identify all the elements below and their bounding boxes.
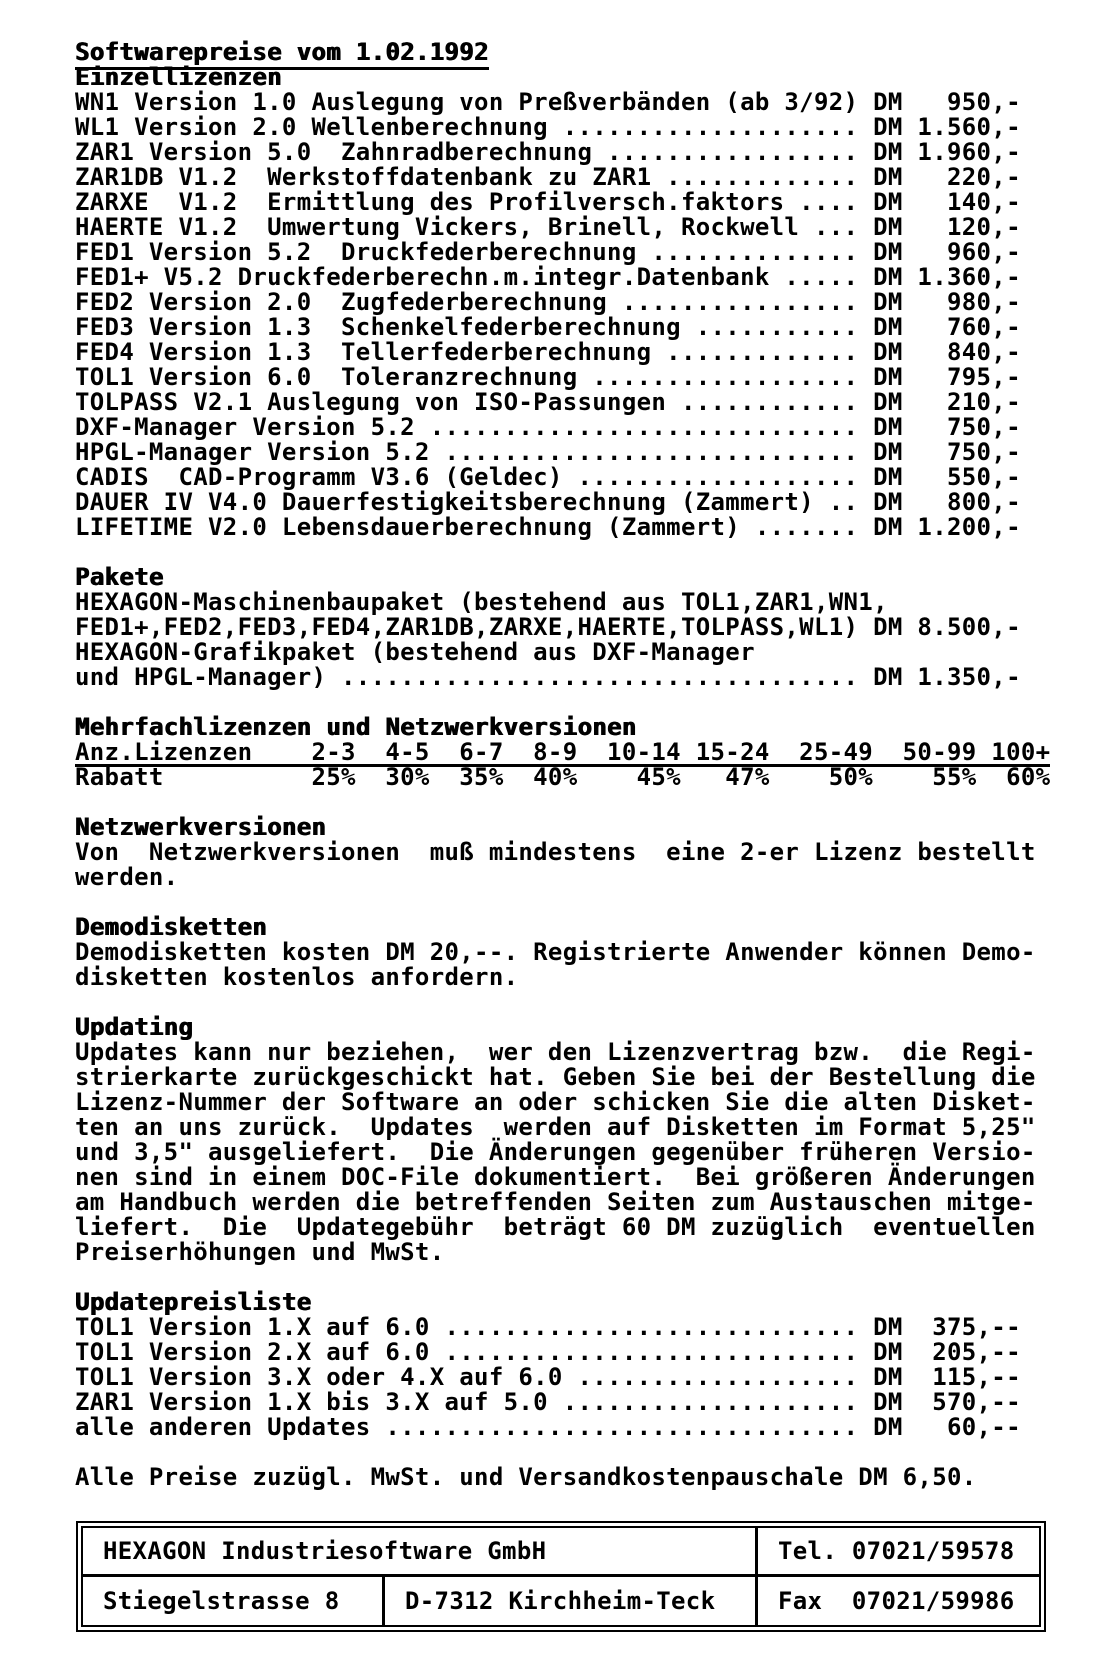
text-line: HEXAGON-Grafikpaket (bestehend aus DXF-Manager (75, 638, 755, 666)
section-heading-updatepreisliste: Updatepreisliste (75, 1288, 312, 1316)
price-line: LIFETIME V2.0 Lebensdauerberechnung (Zammert) ....... DM 1.200,- (75, 513, 1021, 541)
page-title: Softwarepreise vom 1.02.1992 (75, 40, 1112, 65)
price-line: WN1 Version 1.0 Auslegung von Preßverbänden (ab 3/92) DM 950,- (75, 88, 1021, 116)
text-line: am Handbuch werden die betreffenden Seiten zum Austauschen mitge- (75, 1188, 1036, 1216)
text-line: disketten kostenlos anfordern. (75, 963, 519, 991)
price-line: FED3 Version 1.3 Schenkelfederberechnung ........... DM 760,- (75, 313, 1021, 341)
einzellizenzen-price-list (75, 90, 1112, 540)
company-fax: Fax 07021/59986 (778, 1586, 1015, 1615)
price-line: ZAR1 Version 5.0 Zahnradberechnung ................. DM 1.960,- (75, 138, 1021, 166)
price-line: FED4 Version 1.3 Tellerfederberechnung ............. DM 840,- (75, 338, 1021, 366)
price-line: FED2 Version 2.0 Zugfederberechnung ................ DM 980,- (75, 288, 1021, 316)
section-heading-demodisketten: Demodisketten (75, 913, 268, 941)
discount-table (75, 740, 1112, 790)
text-line: Von Netzwerkversionen muß mindestens eine 2-er Lizenz bestellt (75, 838, 1036, 866)
section-heading-netzwerkversionen: Netzwerkversionen (75, 813, 327, 841)
section-heading-mehrfachlizenzen: Mehrfachlizenzen und Netzwerkversionen (75, 713, 637, 741)
text-line: liefert. Die Updategebühr beträgt 60 DM zuzüglich eventuellen (75, 1213, 1036, 1241)
discount-table-row: Rabatt 25% 30% 35% 40% 45% 47% 50% 55% 60% (75, 763, 1051, 791)
price-line: TOL1 Version 2.X auf 6.0 ............................ DM 205,-- (75, 1338, 1021, 1366)
text-line: ten an uns zurück. Updates werden auf Disketten im Format 5,25" (75, 1113, 1036, 1141)
price-line: ZAR1 Version 1.X bis 3.X auf 5.0 .................... DM 570,-- (75, 1388, 1021, 1416)
section-heading-einzellizenzen: Einzellizenzen (75, 63, 282, 91)
price-line: HAERTE V1.2 Umwertung Vickers, Brinell, Rockwell ... DM 120,- (75, 213, 1021, 241)
price-line: TOL1 Version 6.0 Toleranzrechnung .................. DM 795,- (75, 363, 1021, 391)
section-heading-pakete: Pakete (75, 563, 164, 591)
company-info-row-2 (83, 1577, 1039, 1625)
text-line: Updates kann nur beziehen, wer den Lizenzvertrag bzw. die Regi- (75, 1038, 1036, 1066)
price-line: ZARXE V1.2 Ermittlung des Profilversch.faktors .... DM 140,- (75, 188, 1021, 216)
company-info-row-1 (83, 1528, 1039, 1577)
text-line: Demodisketten kosten DM 20,--. Registrierte Anwender können Demo- (75, 938, 1036, 966)
price-line: FED1+ V5.2 Druckfederberechn.m.integr.Datenbank ..... DM 1.360,- (75, 263, 1021, 291)
section-heading-updating: Updating (75, 1013, 194, 1041)
company-city: D-7312 Kirchheim-Teck (385, 1577, 758, 1625)
price-line: CADIS CAD-Programm V3.6 (Geldec) ................... DM 550,- (75, 463, 1021, 491)
pakete-price-list (75, 590, 1112, 690)
company-name: HEXAGON Industriesoftware GmbH (83, 1528, 758, 1574)
price-line: HPGL-Manager Version 5.2 ............................ DM 750,- (75, 438, 1021, 466)
text-line: nen sind in einem DOC-File dokumentiert. Bei größeren Änderungen (75, 1163, 1036, 1191)
text-line: strierkarte zurückgeschickt hat. Geben Sie bei der Bestellung die (75, 1063, 1036, 1091)
updatepreisliste-price-list (75, 1315, 1112, 1440)
demodisketten-paragraph (75, 940, 1112, 990)
company-street: Stiegelstrasse 8 (83, 1577, 385, 1625)
price-line: FED1+,FED2,FED3,FED4,ZAR1DB,ZARXE,HAERTE,TOLPASS,WL1) DM 8.500,- (75, 613, 1021, 641)
price-line: alle anderen Updates ................................ DM 60,-- (75, 1413, 1021, 1441)
text-line: HEXAGON-Maschinenbaupaket (bestehend aus TOL1,ZAR1,WN1, (75, 588, 888, 616)
price-line: ZAR1DB V1.2 Werkstoffdatenbank zu ZAR1 ............. DM 220,- (75, 163, 1021, 191)
price-line: und HPGL-Manager) ................................... DM 1.350,- (75, 663, 1021, 691)
text-line: Lizenz-Nummer der Software an oder schicken Sie die alten Disket- (75, 1088, 1036, 1116)
company-phone: Tel. 07021/59578 (778, 1536, 1015, 1565)
price-line: TOL1 Version 3.X oder 4.X auf 6.0 ................... DM 115,-- (75, 1363, 1021, 1391)
price-line: DXF-Manager Version 5.2 ............................. DM 750,- (75, 413, 1021, 441)
price-line: WL1 Version 2.0 Wellenberechnung .................... DM 1.560,- (75, 113, 1021, 141)
text-line: Preiserhöhungen und MwSt. (75, 1238, 445, 1266)
netzwerkversionen-paragraph (75, 840, 1112, 890)
discount-table-header: Anz.Lizenzen 2-3 4-5 6-7 8-9 10-14 15-24 25-49 50-99 100+ (75, 738, 1051, 766)
price-line: TOLPASS V2.1 Auslegung von ISO-Passungen ............ DM 210,- (75, 388, 1021, 416)
footnote: Alle Preise zuzügl. MwSt. und Versandkostenpauschale DM 6,50. (75, 1463, 977, 1491)
price-line: FED1 Version 5.2 Druckfederberechnung .............. DM 960,- (75, 238, 1021, 266)
price-line: TOL1 Version 1.X auf 6.0 ............................ DM 375,-- (75, 1313, 1021, 1341)
updating-paragraph (75, 1040, 1112, 1265)
text-line: und 3,5" ausgeliefert. Die Änderungen gegenüber früheren Versio- (75, 1138, 1036, 1166)
text-line: werden. (75, 863, 179, 891)
price-line: DAUER IV V4.0 Dauerfestigkeitsberechnung (Zammert) .. DM 800,- (75, 488, 1021, 516)
company-info-box (76, 1521, 1046, 1632)
